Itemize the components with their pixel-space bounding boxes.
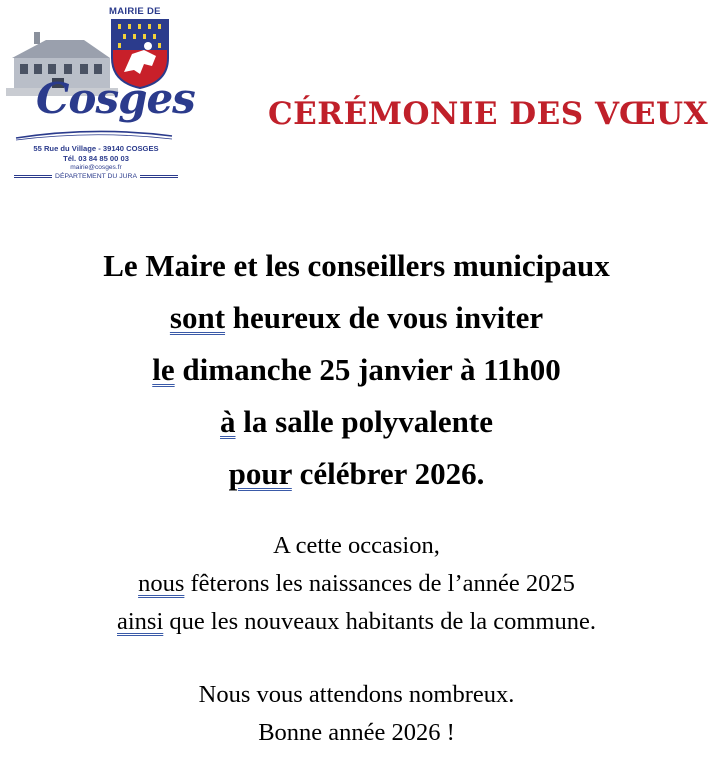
logo-department: DÉPARTEMENT DU JURA — [55, 173, 137, 180]
logo-town-name: Cosges — [36, 74, 195, 123]
divider — [14, 175, 52, 178]
line-text: dimanche 25 janvier à 11h00 — [174, 352, 561, 387]
underlined-word: nous — [138, 570, 185, 597]
underlined-word: à — [220, 404, 236, 439]
line-text: la salle polyvalente — [235, 404, 493, 439]
closing-line-1: Nous vous attendons nombreux. — [198, 681, 515, 708]
logo-address: 55 Rue du Village - 39140 COSGES — [33, 144, 159, 153]
closing-line-2: Bonne année 2026 ! — [258, 719, 455, 746]
invitation-line-4 — [0, 396, 713, 448]
occasion-text — [0, 527, 713, 641]
occasion-line-2 — [0, 565, 713, 603]
invitation-text — [0, 240, 713, 500]
divider — [140, 175, 178, 178]
underlined-word: le — [152, 352, 175, 387]
underlined-word: sont — [169, 300, 226, 335]
invitation-line-5 — [0, 448, 713, 500]
page-title: CÉRÉMONIE DES VŒUX — [268, 96, 709, 132]
logo-swoosh-icon — [14, 128, 174, 142]
mairie-logo — [6, 4, 195, 184]
closing-text — [0, 676, 713, 752]
logo-mairie-label: MAIRIE DE — [109, 6, 161, 17]
occasion-line-1: A cette occasion, — [273, 532, 440, 559]
underlined-word: pour — [228, 456, 292, 491]
occasion-line-3 — [0, 603, 713, 641]
logo-email: mairie@cosges.fr — [70, 164, 122, 171]
invitation-line-2 — [0, 292, 713, 344]
invitation-line-3 — [0, 344, 713, 396]
invitation-line-1: Le Maire et les conseillers municipaux — [103, 248, 610, 283]
underlined-word: ainsi — [117, 608, 164, 635]
line-text: célébrer 2026. — [291, 456, 485, 491]
logo-phone: Tél. 03 84 85 00 03 — [63, 154, 129, 163]
logo-department-row — [14, 173, 178, 180]
line-text: que les nouveaux habitants de la commune. — [163, 608, 596, 635]
line-text: heureux de vous inviter — [225, 300, 544, 335]
line-text: fêterons les naissances de l’année 2025 — [184, 570, 575, 597]
